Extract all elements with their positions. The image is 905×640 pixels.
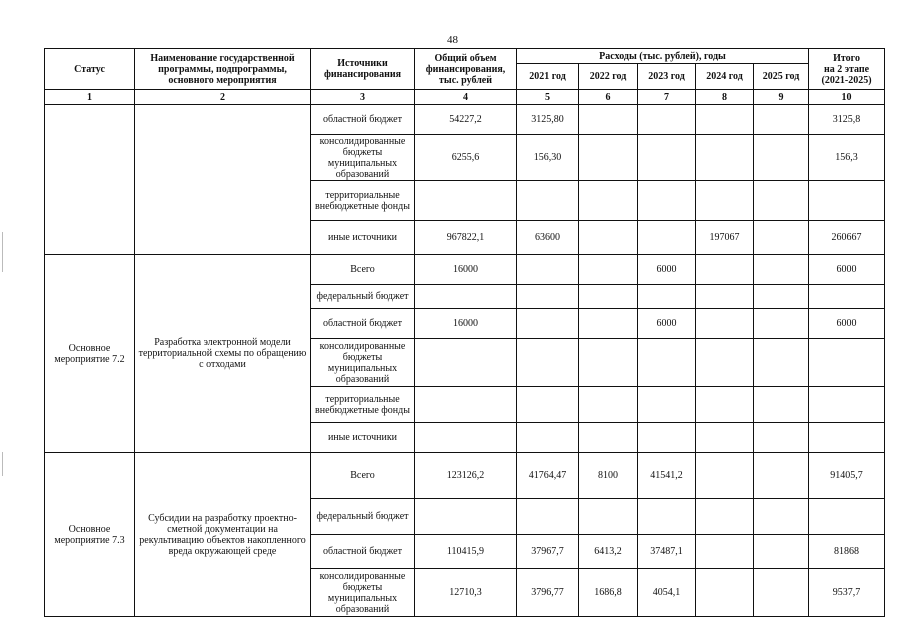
value-cell-y2022 <box>579 181 638 221</box>
column-number: 2 <box>135 90 311 105</box>
left-edge-mark <box>2 232 3 272</box>
value-cell-y2022 <box>579 339 638 387</box>
value-cell-y2023: 6000 <box>638 309 696 339</box>
value-cell-total: 16000 <box>415 309 517 339</box>
column-number: 1 <box>45 90 135 105</box>
header-year-2023: 2023 год <box>638 64 696 90</box>
value-cell-y2023: 6000 <box>638 255 696 285</box>
value-cell-y2023 <box>638 423 696 453</box>
column-numbers-row <box>45 90 885 105</box>
value-cell-stage <box>809 423 885 453</box>
value-cell-y2025 <box>754 453 809 499</box>
column-number: 8 <box>696 90 754 105</box>
value-cell-total: 967822,1 <box>415 221 517 255</box>
column-number: 6 <box>579 90 638 105</box>
value-cell-y2022 <box>579 135 638 181</box>
value-cell-y2021 <box>517 423 579 453</box>
value-cell-total <box>415 499 517 535</box>
value-cell-y2024 <box>696 453 754 499</box>
value-cell-y2023 <box>638 339 696 387</box>
header-total-volume: Общий объем финансирования, тыс. рублей <box>415 49 517 90</box>
value-cell-stage: 6000 <box>809 255 885 285</box>
budget-table <box>44 48 885 617</box>
value-cell-y2024 <box>696 285 754 309</box>
value-cell-y2021 <box>517 499 579 535</box>
value-cell-total: 6255,6 <box>415 135 517 181</box>
funding-source-cell: территориальные внебюджетные фонды <box>311 181 415 221</box>
value-cell-stage: 81868 <box>809 535 885 569</box>
value-cell-y2021: 41764,47 <box>517 453 579 499</box>
value-cell-y2022 <box>579 285 638 309</box>
value-cell-y2021 <box>517 387 579 423</box>
value-cell-y2021: 63600 <box>517 221 579 255</box>
value-cell-stage: 9537,7 <box>809 569 885 617</box>
value-cell-y2024 <box>696 423 754 453</box>
value-cell-y2024 <box>696 569 754 617</box>
value-cell-y2023 <box>638 387 696 423</box>
value-cell-y2025 <box>754 499 809 535</box>
budget-table-container <box>44 48 885 617</box>
value-cell-y2021: 37967,7 <box>517 535 579 569</box>
value-cell-total <box>415 423 517 453</box>
value-cell-stage <box>809 499 885 535</box>
value-cell-y2021 <box>517 339 579 387</box>
value-cell-y2021 <box>517 285 579 309</box>
value-cell-y2021 <box>517 309 579 339</box>
value-cell-total <box>415 339 517 387</box>
value-cell-y2022 <box>579 423 638 453</box>
table-row <box>45 105 885 135</box>
header-sources: Источники финансирования <box>311 49 415 90</box>
left-edge-mark <box>2 452 3 476</box>
funding-source-cell: консолидированные бюджеты муниципальных образований <box>311 569 415 617</box>
value-cell-y2022: 6413,2 <box>579 535 638 569</box>
value-cell-y2021: 156,30 <box>517 135 579 181</box>
value-cell-y2022 <box>579 255 638 285</box>
value-cell-y2025 <box>754 387 809 423</box>
value-cell-stage: 6000 <box>809 309 885 339</box>
status-cell: Основное мероприятие 7.2 <box>45 255 135 453</box>
funding-source-cell: федеральный бюджет <box>311 285 415 309</box>
activity-name-cell <box>135 105 311 255</box>
column-number: 3 <box>311 90 415 105</box>
value-cell-y2024 <box>696 135 754 181</box>
value-cell-y2023 <box>638 181 696 221</box>
value-cell-y2025 <box>754 221 809 255</box>
funding-source-cell: областной бюджет <box>311 105 415 135</box>
funding-source-cell: иные источники <box>311 221 415 255</box>
funding-source-cell: Всего <box>311 255 415 285</box>
value-cell-total: 110415,9 <box>415 535 517 569</box>
value-cell-y2025 <box>754 255 809 285</box>
funding-source-cell: областной бюджет <box>311 309 415 339</box>
value-cell-y2022 <box>579 499 638 535</box>
value-cell-y2023 <box>638 221 696 255</box>
value-cell-stage <box>809 387 885 423</box>
header-status: Статус <box>45 49 135 90</box>
value-cell-y2025 <box>754 423 809 453</box>
table-row <box>45 255 885 285</box>
header-expenses: Расходы (тыс. рублей), годы <box>517 49 809 64</box>
value-cell-y2022: 1686,8 <box>579 569 638 617</box>
funding-source-cell: Всего <box>311 453 415 499</box>
value-cell-y2023 <box>638 135 696 181</box>
value-cell-total: 54227,2 <box>415 105 517 135</box>
value-cell-y2022: 8100 <box>579 453 638 499</box>
header-year-2024: 2024 год <box>696 64 754 90</box>
value-cell-y2024 <box>696 255 754 285</box>
value-cell-y2023 <box>638 105 696 135</box>
value-cell-y2024 <box>696 499 754 535</box>
funding-source-cell: федеральный бюджет <box>311 499 415 535</box>
value-cell-y2021 <box>517 181 579 221</box>
funding-source-cell: областной бюджет <box>311 535 415 569</box>
value-cell-stage: 156,3 <box>809 135 885 181</box>
column-number: 9 <box>754 90 809 105</box>
value-cell-y2023: 4054,1 <box>638 569 696 617</box>
value-cell-y2025 <box>754 309 809 339</box>
funding-source-cell: иные источники <box>311 423 415 453</box>
value-cell-total: 123126,2 <box>415 453 517 499</box>
value-cell-y2023 <box>638 285 696 309</box>
value-cell-y2025 <box>754 285 809 309</box>
value-cell-stage: 91405,7 <box>809 453 885 499</box>
value-cell-y2025 <box>754 105 809 135</box>
value-cell-y2025 <box>754 181 809 221</box>
value-cell-y2024 <box>696 309 754 339</box>
header-year-2025: 2025 год <box>754 64 809 90</box>
value-cell-y2021 <box>517 255 579 285</box>
value-cell-y2025 <box>754 535 809 569</box>
value-cell-y2023 <box>638 499 696 535</box>
value-cell-total: 12710,3 <box>415 569 517 617</box>
header-name: Наименование государственной программы, подпрограммы, основного мероприятия <box>135 49 311 90</box>
value-cell-y2022 <box>579 221 638 255</box>
value-cell-total <box>415 387 517 423</box>
activity-name-cell: Разработка электронной модели территориальной схемы по обращению с отходами <box>135 255 311 453</box>
value-cell-stage <box>809 285 885 309</box>
value-cell-y2022 <box>579 105 638 135</box>
value-cell-y2022 <box>579 309 638 339</box>
value-cell-y2024 <box>696 387 754 423</box>
status-cell: Основное мероприятие 7.3 <box>45 453 135 617</box>
value-cell-total: 16000 <box>415 255 517 285</box>
value-cell-y2021: 3125,80 <box>517 105 579 135</box>
table-body <box>45 105 885 617</box>
value-cell-y2022 <box>579 387 638 423</box>
value-cell-stage: 260667 <box>809 221 885 255</box>
value-cell-y2024 <box>696 535 754 569</box>
funding-source-cell: консолидированные бюджеты муниципальных образований <box>311 339 415 387</box>
header-year-2021: 2021 год <box>517 64 579 90</box>
value-cell-y2024: 197067 <box>696 221 754 255</box>
page-number: 48 <box>447 34 458 46</box>
value-cell-stage: 3125,8 <box>809 105 885 135</box>
table-row <box>45 453 885 499</box>
value-cell-y2025 <box>754 569 809 617</box>
value-cell-y2023: 41541,2 <box>638 453 696 499</box>
column-number: 5 <box>517 90 579 105</box>
column-number: 10 <box>809 90 885 105</box>
status-cell <box>45 105 135 255</box>
header-total-stage: Итого на 2 этапе (2021-2025) <box>809 49 885 90</box>
value-cell-total <box>415 181 517 221</box>
value-cell-y2023: 37487,1 <box>638 535 696 569</box>
value-cell-stage <box>809 339 885 387</box>
funding-source-cell: консолидированные бюджеты муниципальных образований <box>311 135 415 181</box>
value-cell-y2024 <box>696 181 754 221</box>
value-cell-y2021: 3796,77 <box>517 569 579 617</box>
value-cell-y2025 <box>754 135 809 181</box>
value-cell-stage <box>809 181 885 221</box>
value-cell-total <box>415 285 517 309</box>
funding-source-cell: территориальные внебюджетные фонды <box>311 387 415 423</box>
column-number: 7 <box>638 90 696 105</box>
value-cell-y2025 <box>754 339 809 387</box>
value-cell-y2024 <box>696 105 754 135</box>
header-year-2022: 2022 год <box>579 64 638 90</box>
activity-name-cell: Субсидии на разработку проектно-сметной документации на рекультивацию объектов накопленного вреда окружающей среде <box>135 453 311 617</box>
value-cell-y2024 <box>696 339 754 387</box>
column-number: 4 <box>415 90 517 105</box>
